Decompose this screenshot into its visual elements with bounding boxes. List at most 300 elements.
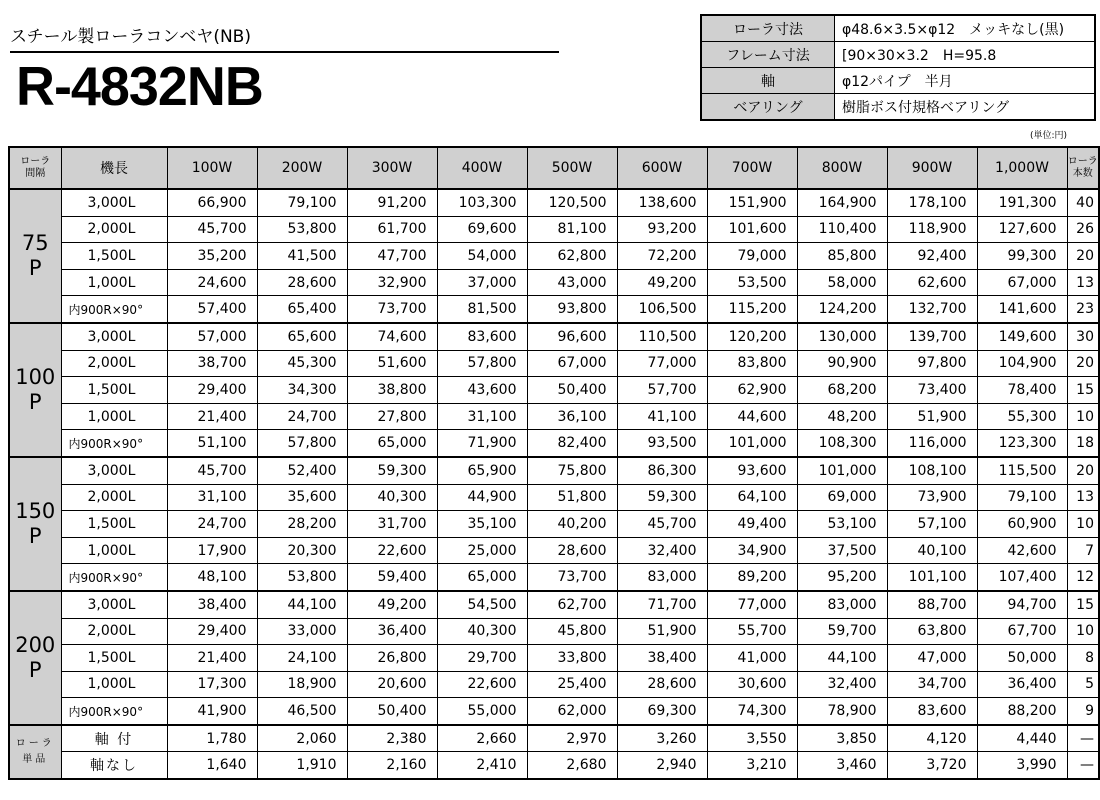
- price-cell: 116,000: [887, 430, 977, 457]
- price-cell: 55,700: [707, 618, 797, 645]
- roller-count-cell: 5: [1067, 671, 1099, 698]
- price-cell: 45,800: [527, 618, 617, 645]
- roller-count-cell: 10: [1067, 403, 1099, 430]
- price-cell: 107,400: [977, 564, 1067, 591]
- price-cell: 45,700: [167, 457, 257, 484]
- price-cell: 48,100: [167, 564, 257, 591]
- table-row: [9, 323, 1099, 350]
- roller-count-cell: —: [1067, 725, 1099, 752]
- price-cell: 1,910: [257, 752, 347, 779]
- price-cell: 21,400: [167, 645, 257, 672]
- length-cell: 3,000L: [61, 457, 167, 484]
- header-width: 900W: [887, 147, 977, 189]
- spec-value: φ12パイプ 半月: [835, 68, 1096, 94]
- length-cell: 1,500L: [61, 645, 167, 672]
- price-cell: 26,800: [347, 645, 437, 672]
- price-cell: 59,700: [797, 618, 887, 645]
- price-cell: 45,700: [617, 511, 707, 538]
- length-cell: 2,000L: [61, 618, 167, 645]
- price-cell: 96,600: [527, 323, 617, 350]
- price-cell: 41,900: [167, 698, 257, 725]
- price-cell: 92,400: [887, 243, 977, 270]
- price-cell: 101,100: [887, 564, 977, 591]
- price-cell: 69,300: [617, 698, 707, 725]
- table-row: [9, 564, 1099, 591]
- price-cell: 48,200: [797, 403, 887, 430]
- price-cell: 33,000: [257, 618, 347, 645]
- price-cell: 83,600: [437, 323, 527, 350]
- price-cell: 22,600: [347, 537, 437, 564]
- price-cell: 35,200: [167, 243, 257, 270]
- price-cell: 38,800: [347, 377, 437, 404]
- price-cell: 37,500: [797, 537, 887, 564]
- roller-count-cell: 8: [1067, 645, 1099, 672]
- price-table-header: [9, 147, 1099, 189]
- price-cell: 49,400: [707, 511, 797, 538]
- roller-count-cell: 26: [1067, 216, 1099, 243]
- price-cell: 22,600: [437, 671, 527, 698]
- price-cell: 110,400: [797, 216, 887, 243]
- price-cell: 51,900: [617, 618, 707, 645]
- price-cell: 43,600: [437, 377, 527, 404]
- catalog-subtitle: スチール製ローラコンベヤ(NB): [10, 27, 251, 47]
- price-cell: 18,900: [257, 671, 347, 698]
- price-cell: 24,600: [167, 269, 257, 296]
- roller-count-cell: —: [1067, 752, 1099, 779]
- spec-label: 軸: [701, 68, 835, 94]
- table-row: [9, 725, 1099, 752]
- price-cell: 93,600: [707, 457, 797, 484]
- price-cell: 36,400: [977, 671, 1067, 698]
- price-cell: 25,400: [527, 671, 617, 698]
- length-cell: 3,000L: [61, 189, 167, 216]
- spec-table: [700, 14, 1096, 121]
- model-number: R-4832NB: [16, 55, 263, 117]
- price-cell: 2,060: [257, 725, 347, 752]
- price-cell: 40,200: [527, 511, 617, 538]
- length-cell: 3,000L: [61, 591, 167, 618]
- price-cell: 71,900: [437, 430, 527, 457]
- price-cell: 63,800: [887, 618, 977, 645]
- price-cell: 108,100: [887, 457, 977, 484]
- group-label-single-roller: ローラ 単品: [9, 725, 61, 779]
- price-cell: 74,600: [347, 323, 437, 350]
- price-cell: 75,800: [527, 457, 617, 484]
- price-cell: 51,600: [347, 350, 437, 377]
- price-cell: 20,300: [257, 537, 347, 564]
- group-label-pitch: 200 P: [9, 591, 61, 725]
- price-cell: 62,000: [527, 698, 617, 725]
- roller-count-cell: 20: [1067, 457, 1099, 484]
- price-cell: 79,000: [707, 243, 797, 270]
- price-cell: 52,400: [257, 457, 347, 484]
- price-cell: 72,200: [617, 243, 707, 270]
- table-row: [9, 645, 1099, 672]
- table-row: [9, 511, 1099, 538]
- price-cell: 94,700: [977, 591, 1067, 618]
- price-cell: 3,550: [707, 725, 797, 752]
- price-cell: 73,400: [887, 377, 977, 404]
- price-cell: 59,300: [617, 484, 707, 511]
- roller-count-cell: 15: [1067, 591, 1099, 618]
- length-cell: 軸なし: [61, 752, 167, 779]
- price-cell: 53,100: [797, 511, 887, 538]
- price-cell: 46,500: [257, 698, 347, 725]
- price-cell: 138,600: [617, 189, 707, 216]
- price-cell: 2,410: [437, 752, 527, 779]
- length-cell: 1,000L: [61, 269, 167, 296]
- spec-value: φ48.6×3.5×φ12 メッキなし(黒): [835, 15, 1096, 42]
- roller-count-cell: 10: [1067, 511, 1099, 538]
- price-cell: 62,900: [707, 377, 797, 404]
- header-roller-pitch: ローラ 間隔: [9, 147, 61, 189]
- price-cell: 4,440: [977, 725, 1067, 752]
- price-cell: 67,000: [977, 269, 1067, 296]
- price-cell: 89,200: [707, 564, 797, 591]
- price-cell: 24,100: [257, 645, 347, 672]
- price-cell: 151,900: [707, 189, 797, 216]
- price-cell: 55,000: [437, 698, 527, 725]
- price-cell: 85,800: [797, 243, 887, 270]
- price-cell: 67,000: [527, 350, 617, 377]
- price-cell: 59,400: [347, 564, 437, 591]
- price-cell: 31,700: [347, 511, 437, 538]
- header-width: 800W: [797, 147, 887, 189]
- length-cell: 軸 付: [61, 725, 167, 752]
- price-cell: 3,210: [707, 752, 797, 779]
- price-cell: 57,800: [257, 430, 347, 457]
- price-cell: 44,900: [437, 484, 527, 511]
- price-cell: 2,940: [617, 752, 707, 779]
- length-cell: 1,500L: [61, 243, 167, 270]
- price-cell: 132,700: [887, 296, 977, 323]
- price-cell: 49,200: [617, 269, 707, 296]
- price-cell: 17,300: [167, 671, 257, 698]
- price-cell: 21,400: [167, 403, 257, 430]
- price-cell: 3,720: [887, 752, 977, 779]
- table-row: [9, 698, 1099, 725]
- price-cell: 79,100: [977, 484, 1067, 511]
- price-cell: 38,400: [167, 591, 257, 618]
- price-cell: 78,900: [797, 698, 887, 725]
- price-cell: 65,400: [257, 296, 347, 323]
- price-cell: 43,000: [527, 269, 617, 296]
- price-cell: 28,600: [617, 671, 707, 698]
- table-row: [9, 537, 1099, 564]
- price-cell: 83,600: [887, 698, 977, 725]
- price-cell: 91,200: [347, 189, 437, 216]
- price-cell: 73,900: [887, 484, 977, 511]
- table-row: [9, 430, 1099, 457]
- price-cell: 44,100: [257, 591, 347, 618]
- price-cell: 47,000: [887, 645, 977, 672]
- price-cell: 120,200: [707, 323, 797, 350]
- price-cell: 53,800: [257, 216, 347, 243]
- table-row: [9, 484, 1099, 511]
- price-cell: 110,500: [617, 323, 707, 350]
- price-cell: 118,900: [887, 216, 977, 243]
- price-cell: 83,000: [797, 591, 887, 618]
- price-cell: 45,700: [167, 216, 257, 243]
- price-cell: 32,900: [347, 269, 437, 296]
- price-cell: 58,000: [797, 269, 887, 296]
- length-cell: 内900R×90°: [61, 564, 167, 591]
- price-cell: 55,300: [977, 403, 1067, 430]
- price-cell: 3,990: [977, 752, 1067, 779]
- price-cell: 69,600: [437, 216, 527, 243]
- price-cell: 120,500: [527, 189, 617, 216]
- price-cell: 49,200: [347, 591, 437, 618]
- price-cell: 2,380: [347, 725, 437, 752]
- price-cell: 101,000: [707, 430, 797, 457]
- length-cell: 2,000L: [61, 350, 167, 377]
- spec-row: [701, 42, 1095, 68]
- price-cell: 93,200: [617, 216, 707, 243]
- spec-value: 樹脂ボス付規格ベアリング: [835, 94, 1096, 121]
- price-cell: 71,700: [617, 591, 707, 618]
- price-cell: 99,300: [977, 243, 1067, 270]
- price-cell: 77,000: [617, 350, 707, 377]
- price-cell: 82,400: [527, 430, 617, 457]
- spec-label: フレーム寸法: [701, 42, 835, 68]
- group-label-pitch: 75 P: [9, 189, 61, 323]
- spec-label: ベアリング: [701, 94, 835, 121]
- price-cell: 65,000: [437, 564, 527, 591]
- price-cell: 57,800: [437, 350, 527, 377]
- price-cell: 4,120: [887, 725, 977, 752]
- table-row: [9, 457, 1099, 484]
- price-cell: 40,100: [887, 537, 977, 564]
- price-cell: 57,100: [887, 511, 977, 538]
- price-cell: 41,000: [707, 645, 797, 672]
- price-cell: 127,600: [977, 216, 1067, 243]
- price-cell: 124,200: [797, 296, 887, 323]
- price-cell: 64,100: [707, 484, 797, 511]
- price-cell: 50,400: [527, 377, 617, 404]
- roller-count-cell: 13: [1067, 269, 1099, 296]
- price-cell: 40,300: [347, 484, 437, 511]
- price-cell: 78,400: [977, 377, 1067, 404]
- length-cell: 1,000L: [61, 403, 167, 430]
- price-cell: 38,400: [617, 645, 707, 672]
- roller-count-cell: 30: [1067, 323, 1099, 350]
- price-cell: 83,000: [617, 564, 707, 591]
- price-cell: 36,400: [347, 618, 437, 645]
- price-cell: 3,260: [617, 725, 707, 752]
- price-cell: 104,900: [977, 350, 1067, 377]
- header-width: 200W: [257, 147, 347, 189]
- length-cell: 1,000L: [61, 537, 167, 564]
- price-cell: 34,900: [707, 537, 797, 564]
- price-cell: 93,800: [527, 296, 617, 323]
- price-cell: 1,640: [167, 752, 257, 779]
- table-row: [9, 350, 1099, 377]
- price-cell: 57,700: [617, 377, 707, 404]
- price-cell: 54,000: [437, 243, 527, 270]
- table-row: [9, 403, 1099, 430]
- table-row: [9, 377, 1099, 404]
- price-cell: 36,100: [527, 403, 617, 430]
- price-cell: 2,660: [437, 725, 527, 752]
- table-row: [9, 243, 1099, 270]
- price-cell: 29,400: [167, 618, 257, 645]
- price-cell: 103,300: [437, 189, 527, 216]
- price-cell: 74,300: [707, 698, 797, 725]
- header-width: 300W: [347, 147, 437, 189]
- length-cell: 内900R×90°: [61, 296, 167, 323]
- table-row: [9, 618, 1099, 645]
- price-cell: 28,200: [257, 511, 347, 538]
- header-width: 1,000W: [977, 147, 1067, 189]
- price-cell: 51,800: [527, 484, 617, 511]
- price-cell: 35,600: [257, 484, 347, 511]
- header-roller-count: ローラ 本数: [1067, 147, 1099, 189]
- price-cell: 115,200: [707, 296, 797, 323]
- price-cell: 45,300: [257, 350, 347, 377]
- price-cell: 65,000: [347, 430, 437, 457]
- spec-row: [701, 68, 1095, 94]
- price-cell: 130,000: [797, 323, 887, 350]
- spec-value: [90×30×3.2 H=95.8: [835, 42, 1096, 68]
- price-cell: 108,300: [797, 430, 887, 457]
- price-cell: 57,400: [167, 296, 257, 323]
- header-width: 400W: [437, 147, 527, 189]
- price-cell: 41,500: [257, 243, 347, 270]
- roller-count-cell: 20: [1067, 350, 1099, 377]
- group-label-pitch: 100 P: [9, 323, 61, 457]
- length-cell: 内900R×90°: [61, 698, 167, 725]
- price-cell: 32,400: [797, 671, 887, 698]
- price-cell: 86,300: [617, 457, 707, 484]
- price-cell: 53,800: [257, 564, 347, 591]
- price-cell: 67,700: [977, 618, 1067, 645]
- price-table: [8, 146, 1100, 780]
- title-underline: [10, 51, 559, 53]
- price-cell: 59,300: [347, 457, 437, 484]
- price-cell: 62,800: [527, 243, 617, 270]
- price-table-body: [9, 189, 1099, 779]
- price-cell: 24,700: [257, 403, 347, 430]
- price-cell: 20,600: [347, 671, 437, 698]
- price-cell: 88,700: [887, 591, 977, 618]
- price-cell: 115,500: [977, 457, 1067, 484]
- price-cell: 28,600: [257, 269, 347, 296]
- price-cell: 3,850: [797, 725, 887, 752]
- price-cell: 41,100: [617, 403, 707, 430]
- header-width: 100W: [167, 147, 257, 189]
- length-cell: 2,000L: [61, 216, 167, 243]
- length-cell: 内900R×90°: [61, 430, 167, 457]
- price-cell: 106,500: [617, 296, 707, 323]
- price-cell: 97,800: [887, 350, 977, 377]
- header-length: 機長: [61, 147, 167, 189]
- roller-count-cell: 18: [1067, 430, 1099, 457]
- price-cell: 95,200: [797, 564, 887, 591]
- price-cell: 164,900: [797, 189, 887, 216]
- price-cell: 60,900: [977, 511, 1067, 538]
- price-cell: 123,300: [977, 430, 1067, 457]
- price-cell: 101,000: [797, 457, 887, 484]
- table-row: [9, 671, 1099, 698]
- price-cell: 17,900: [167, 537, 257, 564]
- header-width: 700W: [707, 147, 797, 189]
- price-cell: 31,100: [437, 403, 527, 430]
- price-cell: 28,600: [527, 537, 617, 564]
- price-cell: 51,900: [887, 403, 977, 430]
- price-cell: 51,100: [167, 430, 257, 457]
- price-cell: 53,500: [707, 269, 797, 296]
- roller-count-cell: 40: [1067, 189, 1099, 216]
- price-cell: 29,400: [167, 377, 257, 404]
- price-cell: 66,900: [167, 189, 257, 216]
- roller-count-cell: 15: [1067, 377, 1099, 404]
- price-cell: 57,000: [167, 323, 257, 350]
- price-cell: 81,100: [527, 216, 617, 243]
- table-row: [9, 296, 1099, 323]
- header-width: 600W: [617, 147, 707, 189]
- price-cell: 178,100: [887, 189, 977, 216]
- length-cell: 1,000L: [61, 671, 167, 698]
- price-cell: 68,200: [797, 377, 887, 404]
- price-cell: 35,100: [437, 511, 527, 538]
- price-cell: 83,800: [707, 350, 797, 377]
- table-row: [9, 591, 1099, 618]
- price-cell: 101,600: [707, 216, 797, 243]
- price-cell: 62,700: [527, 591, 617, 618]
- price-cell: 24,700: [167, 511, 257, 538]
- table-row: [9, 189, 1099, 216]
- price-cell: 44,100: [797, 645, 887, 672]
- spec-row: [701, 15, 1095, 42]
- price-cell: 2,970: [527, 725, 617, 752]
- price-cell: 31,100: [167, 484, 257, 511]
- price-cell: 34,300: [257, 377, 347, 404]
- roller-count-cell: 23: [1067, 296, 1099, 323]
- table-row: [9, 216, 1099, 243]
- price-cell: 40,300: [437, 618, 527, 645]
- roller-count-cell: 13: [1067, 484, 1099, 511]
- roller-count-cell: 20: [1067, 243, 1099, 270]
- roller-count-cell: 12: [1067, 564, 1099, 591]
- roller-count-cell: 7: [1067, 537, 1099, 564]
- length-cell: 1,500L: [61, 377, 167, 404]
- price-cell: 149,600: [977, 323, 1067, 350]
- price-cell: 27,800: [347, 403, 437, 430]
- price-cell: 42,600: [977, 537, 1067, 564]
- spec-row: [701, 94, 1095, 121]
- price-cell: 139,700: [887, 323, 977, 350]
- price-cell: 37,000: [437, 269, 527, 296]
- price-cell: 50,400: [347, 698, 437, 725]
- price-cell: 79,100: [257, 189, 347, 216]
- price-cell: 44,600: [707, 403, 797, 430]
- price-cell: 81,500: [437, 296, 527, 323]
- length-cell: 3,000L: [61, 323, 167, 350]
- price-cell: 3,460: [797, 752, 887, 779]
- price-cell: 88,200: [977, 698, 1067, 725]
- price-cell: 54,500: [437, 591, 527, 618]
- price-cell: 141,600: [977, 296, 1067, 323]
- table-row: [9, 752, 1099, 779]
- price-cell: 32,400: [617, 537, 707, 564]
- roller-count-cell: 10: [1067, 618, 1099, 645]
- price-cell: 77,000: [707, 591, 797, 618]
- roller-count-cell: 9: [1067, 698, 1099, 725]
- length-cell: 2,000L: [61, 484, 167, 511]
- price-cell: 29,700: [437, 645, 527, 672]
- price-cell: 69,000: [797, 484, 887, 511]
- price-cell: 62,600: [887, 269, 977, 296]
